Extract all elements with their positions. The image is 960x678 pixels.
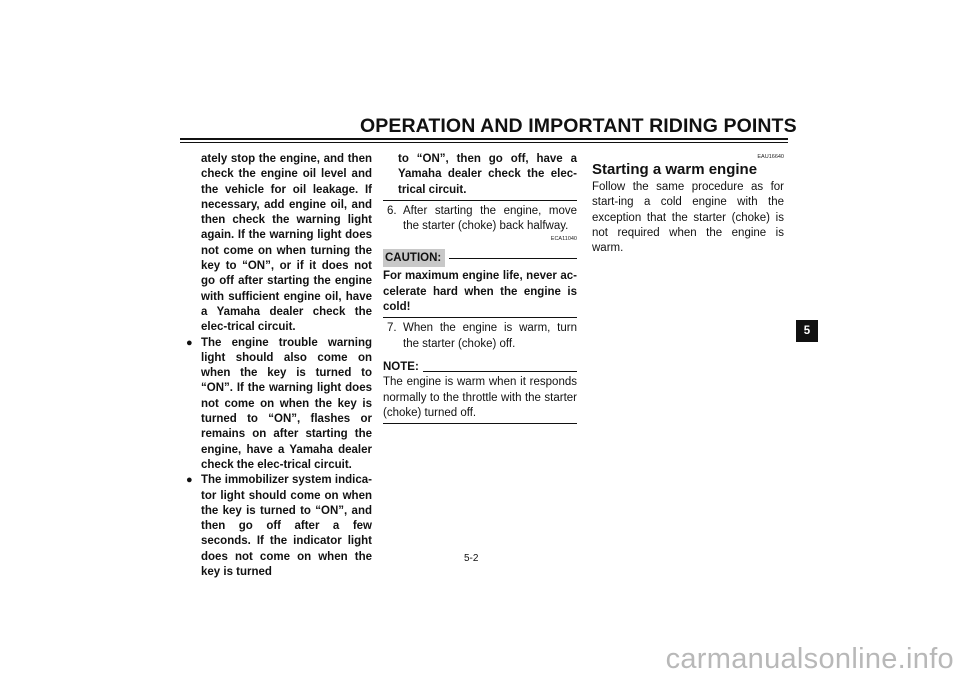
continuation-paragraph: to “ON”, then go off, have a Yamaha dealer check the elec-trical circuit.	[398, 153, 577, 196]
divider	[383, 423, 577, 424]
step-number: 6.	[387, 204, 397, 217]
header-rule-thin	[180, 142, 788, 143]
section-body: Follow the same procedure as for start-ing a cold engine with the exception that the starter (choke) is not required when the engine is warm.	[592, 181, 784, 255]
step-text: When the engine is warm, turn the starter (choke) off.	[403, 322, 577, 350]
page-number: 5-2	[464, 553, 479, 564]
reference-code: EAU16640	[757, 154, 784, 160]
step-text: After starting the engine, move the starter (choke) back halfway.	[403, 204, 577, 233]
watermark: carmanualsonline.info	[665, 643, 954, 675]
bullet-item	[186, 473, 372, 580]
step-6	[383, 204, 577, 235]
step-number: 7.	[387, 322, 397, 335]
column-middle	[383, 152, 577, 427]
lead-paragraph: ately stop the engine, and then check the engine oil level and the vehicle for oil leakage. If necessary, add engine oil, and then check the warning light again. If the warning light does not come on when turning the key to “ON”, or if it does not go off after starting the engine with sufficient engine oil, have a Yamaha dealer check the elec-trical circuit.	[201, 153, 372, 334]
note-label: NOTE:	[383, 360, 419, 373]
column-left	[186, 152, 372, 580]
page-header-title: OPERATION AND IMPORTANT RIDING POINTS	[360, 115, 797, 137]
section-title: Starting a warm engine	[592, 161, 758, 178]
chapter-tab: 5	[796, 320, 818, 342]
step-7	[383, 321, 577, 352]
bullet-icon: ●	[186, 336, 193, 349]
divider	[383, 200, 577, 201]
bullet-item	[186, 336, 372, 474]
caution-header	[383, 249, 577, 267]
note-rule	[423, 371, 577, 372]
caution-text: For maximum engine life, never ac-celerate hard when the engine is cold!	[383, 270, 577, 314]
bullet-icon: ●	[186, 474, 193, 487]
header-rule-thick	[180, 138, 788, 140]
bullet-text: The engine trouble warning light should also come on when the key is turned to “ON”. If the warning light does not come on when the key is turned to “ON”, flashes or remains on after starting the engine, have a Yamaha dealer check the elec-trical circuit.	[201, 336, 372, 471]
column-right	[592, 152, 784, 256]
bullet-text: The immobilizer system indica-tor light should come on when the key is turned to “ON”, and then go off after a few seconds. If the indicator light does not come on when the key is turned	[201, 474, 372, 579]
caution-rule	[449, 258, 577, 259]
note-header	[383, 360, 577, 375]
reference-code: ECA11040	[550, 236, 577, 243]
note-text: The engine is warm when it responds normally to the throttle with the starter (choke) turned off.	[383, 376, 577, 419]
caution-badge: CAUTION:	[383, 249, 445, 267]
divider	[383, 317, 577, 318]
